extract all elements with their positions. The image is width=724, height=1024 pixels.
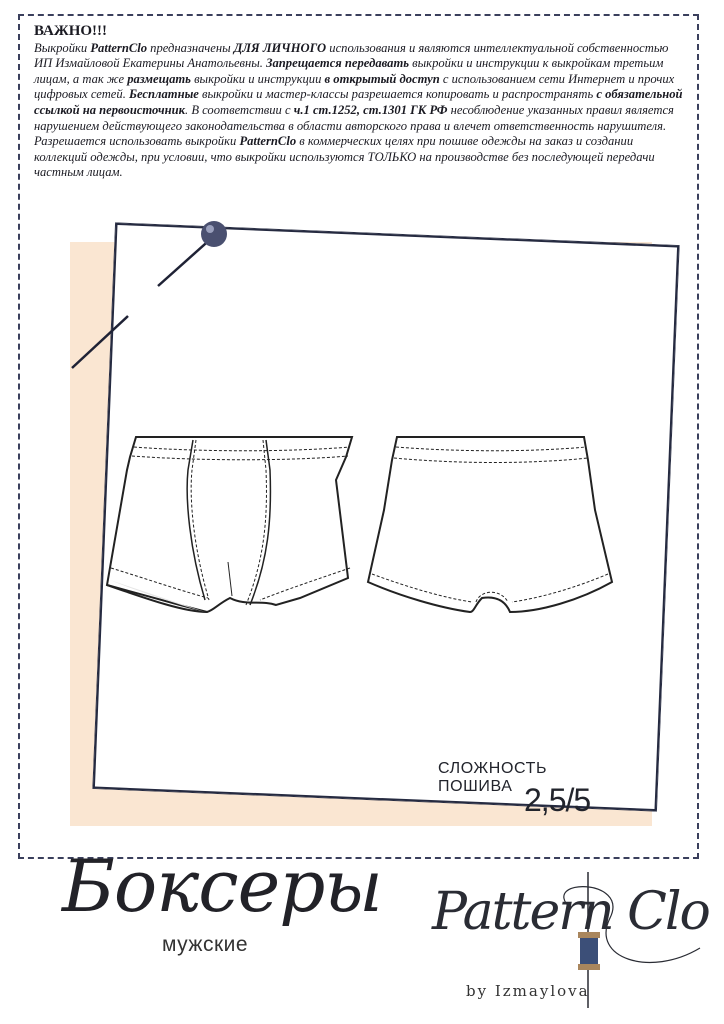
complexity-line-1: СЛОЖНОСТЬ — [438, 760, 548, 777]
notice-heading: ВАЖНО!!! — [34, 23, 108, 39]
page-subtitle: мужские — [162, 933, 249, 956]
pin-shaft-lower — [72, 316, 128, 368]
notice-text: . В соответствии с — [185, 102, 294, 117]
logo-brand: Pattern Clo — [432, 882, 709, 942]
notice-text: выкройки и мастер-классы разрешается копировать и распространять — [198, 87, 597, 102]
notice-emphasis: в открытый доступ — [324, 71, 440, 86]
logo-byline: by Izmaylova — [466, 982, 590, 1000]
notice-text: использования и являются интеллектуальной собственностью ИП Измайловой Екатерины Анатольевны. — [34, 40, 669, 71]
notice-emphasis: ДЛЯ ЛИЧНОГО — [233, 40, 327, 55]
notice-emphasis: PatternClo — [239, 134, 297, 149]
notice-text: выкройки и инструкции — [190, 71, 325, 86]
notice-text: с использованием сети Интернет и прочих цифровых сетей. — [34, 71, 675, 102]
notice-emphasis: ч.1 ст.1252, ст.1301 ГК РФ — [293, 102, 448, 117]
notice-text: предназначены — [147, 40, 234, 55]
notice-text: в коммерческих целях при пошиве одежды на заказ и создании коллекций одежды, при условии, что выкройки используются ТОЛЬКО на производстве без последующей передачи частным лицам. — [34, 134, 655, 180]
notice-text: Выкройки — [34, 40, 91, 55]
page-title: Боксеры — [62, 844, 382, 928]
notice-emphasis: размещать — [127, 71, 191, 86]
notice-text: выкройки и инструкции к выкройкам третьим лицам, а так же — [34, 56, 664, 86]
complexity-line-2: ПОШИВА — [438, 778, 513, 795]
pin-head-icon — [201, 221, 227, 247]
notice-emphasis: с обязательной ссылкой на первоисточник — [34, 87, 683, 117]
notice-emphasis: Запрещается передавать — [266, 56, 410, 71]
notice-emphasis: Бесплатные — [129, 87, 199, 102]
notice-text: несоблюдение указанных правил является нарушением действующего законодательства в области авторского права и влечет ответственность нарушителя. Разрешается использовать выкройки — [34, 102, 674, 149]
complexity-score: 2,5/5 — [524, 782, 591, 818]
notice-emphasis: PatternClo — [90, 40, 148, 55]
